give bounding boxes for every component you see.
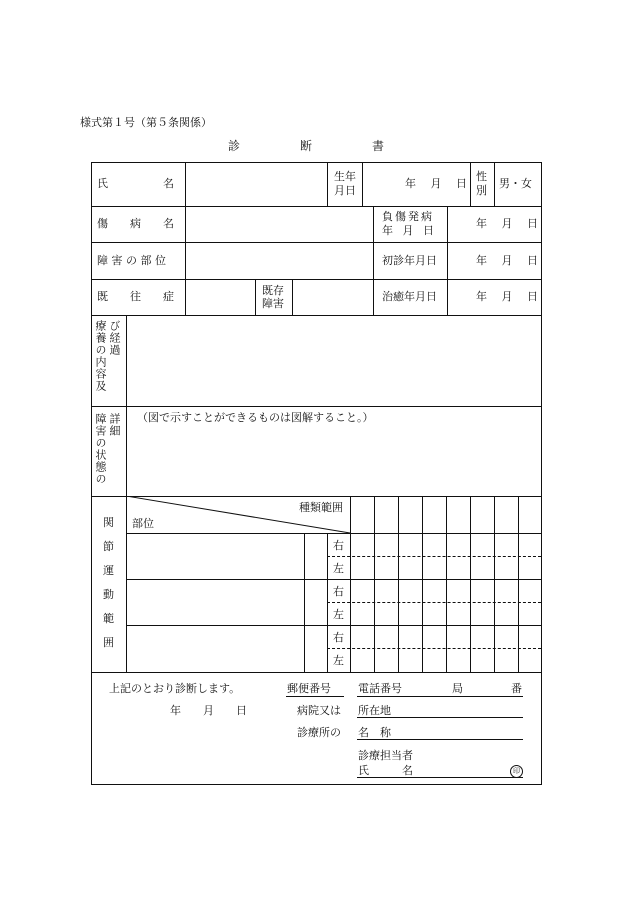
rom-side-char: 動 <box>103 588 114 601</box>
phone-label: 電話番号 <box>358 682 402 695</box>
existing-disability-field[interactable] <box>292 280 373 315</box>
birth-label-line2: 月日 <box>334 184 356 197</box>
detail-field[interactable] <box>127 428 541 496</box>
sex-value[interactable]: 男・女 <box>499 177 532 190</box>
phone-underline <box>357 696 523 697</box>
detail-note: （図で示すことができるものは図解すること。） <box>137 411 374 424</box>
statement-date[interactable]: 年 月 日 <box>170 704 247 717</box>
rom-side-char: 範 <box>103 612 114 625</box>
name-label: 氏 名 <box>97 177 174 190</box>
injury-date-label-line2: 年 月 日 <box>382 224 437 237</box>
rom-side-char: 運 <box>103 564 114 577</box>
rom-right-label: 右 <box>333 539 344 552</box>
seal-icon: 印 <box>510 765 523 778</box>
disability-part-label: 障 害 の 部 位 <box>97 254 166 267</box>
doctor-name-label: 氏 名 <box>358 764 413 777</box>
rom-part-label: 部位 <box>132 517 154 530</box>
birth-label-line1: 生年 <box>334 170 356 183</box>
detail-label-col1: 詳細 <box>108 413 121 437</box>
rom-side-label <box>103 516 115 650</box>
rom-part-field[interactable] <box>127 534 304 579</box>
first-visit-label: 初診年月日 <box>382 254 437 267</box>
form-number-label: 様式第１号（第５条関係） <box>80 116 212 129</box>
doctor-title-label: 診療担当者 <box>358 749 413 762</box>
birth-date-value[interactable]: 年 月 日 <box>405 177 467 190</box>
document-title: 診 断 書 <box>228 139 385 153</box>
postal-underline <box>286 696 344 697</box>
existing-label-line2: 障害 <box>262 297 284 310</box>
injury-name-field[interactable] <box>185 207 373 242</box>
hospital-label: 病院又は <box>297 704 341 717</box>
address-label: 所在地 <box>358 704 391 717</box>
sex-label-line1: 性 <box>476 170 487 183</box>
rom-side-char: 囲 <box>103 636 114 649</box>
facility-underline <box>357 739 523 740</box>
injury-date-value[interactable]: 年 月 日 <box>476 217 538 230</box>
first-visit-value[interactable]: 年 月 日 <box>476 254 538 267</box>
rom-left-label: 左 <box>333 654 344 667</box>
cure-date-label: 治癒年月日 <box>382 290 437 303</box>
rom-part-field[interactable] <box>127 580 304 625</box>
rom-left-label: 左 <box>333 608 344 621</box>
postal-label: 郵便番号 <box>287 682 331 695</box>
rom-side-char: 関 <box>103 516 114 529</box>
history-field[interactable] <box>185 280 255 315</box>
rom-side-char: 節 <box>103 540 114 553</box>
rom-right-label: 右 <box>333 631 344 644</box>
rom-left-label: 左 <box>333 562 344 575</box>
treatment-label-col1: び経過 <box>108 320 121 356</box>
injury-name-label: 傷 病 名 <box>97 217 174 230</box>
rom-kind-label: 種類範囲 <box>299 501 343 514</box>
history-label: 既 往 症 <box>97 290 174 303</box>
treatment-label-col2: 療養の内容及 <box>94 320 107 392</box>
treatment-field[interactable] <box>127 316 541 406</box>
statement-text: 上記のとおり診断します。 <box>109 682 241 695</box>
clinic-label: 診療所の <box>297 726 341 739</box>
name-field[interactable] <box>185 163 327 206</box>
rom-part-field[interactable] <box>127 626 304 672</box>
phone-number-label: 番 <box>511 682 522 695</box>
existing-label-line1: 既存 <box>262 284 284 297</box>
injury-date-label-line1: 負傷発病 <box>382 210 434 223</box>
rom-right-label: 右 <box>333 585 344 598</box>
disability-part-field[interactable] <box>185 243 373 279</box>
cure-date-value[interactable]: 年 月 日 <box>476 290 538 303</box>
phone-station-label: 局 <box>452 682 463 695</box>
address-underline <box>357 717 523 718</box>
facility-name-label: 名 称 <box>358 726 391 739</box>
sex-label-line2: 別 <box>476 184 487 197</box>
detail-label-col2: 障害の状態の <box>94 413 107 485</box>
doctor-underline <box>357 777 523 778</box>
